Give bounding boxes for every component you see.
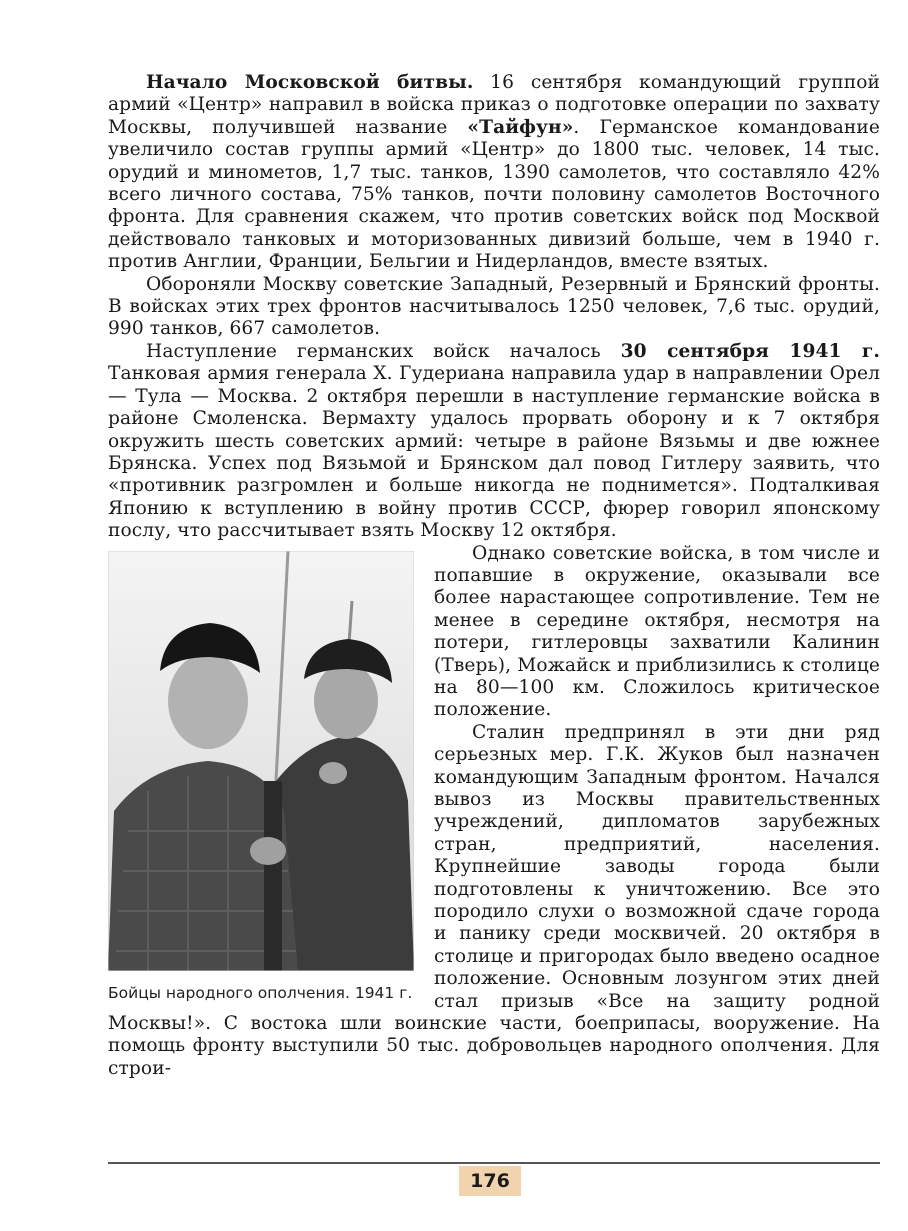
photo-caption: Бойцы народного ополчения. 1941 г.: [108, 983, 413, 1002]
section-heading: Начало Московской битвы.: [146, 72, 474, 93]
page-body: [108, 72, 880, 1080]
offensive-date: 30 сентября 1941 г.: [620, 340, 880, 362]
page-number-badge: [459, 1166, 521, 1196]
operation-name: «Тайфун»: [467, 116, 574, 138]
paragraph-offensive: Наступление германских войск началось 30 сентября 1941 г. Танковая армия генерала Х. Гудериана направила удар в направлении Орел — Тула — Москва. 2 октября перешли в наступление германские войска в районе Смоленска. Вермахту удалось прорвать оборону и к 7 октября окружить шесть советских армий: четыре в районе Вязьмы и две южнее Брянска. Успех под Вязьмой и Брянском дал повод Гитлеру заявить, что «противник разгромлен и больше никогда не поднимется». Подталкивая Японию к вступлению в войну против СССР, фюрер говорил японскому послу, что рассчитывает взять Москву 12 октября.: [108, 340, 880, 542]
paragraph-defense-fronts: Обороняли Москву советские Западный, Резервный и Брянский фронты. В войсках этих трех фронтов насчитывалось 1250 человек, 7,6 тыс. орудий, 990 танков, 667 самолетов.: [108, 273, 880, 340]
page-number: 176: [470, 1170, 510, 1192]
paragraph-stalin-measures: Сталин предпринял в эти дни ряд серьезных мер. Г.К. Жуков был назначен командующим Западным фронтом. Начался вывоз из Москвы правительственных учреждений, дипломатов зарубежных стран, предприятий, населения. Крупнейшие заводы города были подготовлены к уничтожению. Все это породило слухи о возможной сдаче города и панику среди москвичей. 20 октября в столице и пригородах было введено осадное положение. Основным лозунгом этих дней стал призыв «Все на защиту родной Москвы!». С востока шли воинские части, боеприпасы, вооружение. На помощь фронту выступили 50 тыс. добровольцев народного ополчения. Для строи-: [108, 721, 880, 1079]
paragraph-moscow-battle-start: Начало Московской битвы. 16 сентября командующий группой армий «Центр» направил в войска приказ о подготовке операции по захвату Москвы, получившей название «Тайфун». Германское командование увеличило состав группы армий «Центр» до 1800 тыс. человек, 14 тыс. орудий и минометов, 1,7 тыс. танков, 1390 самолетов, что составляло 42% всего личного состава, 75% танков, почти половину самолетов Восточного фронта. Для сравнения скажем, что против советских войск под Москвой действовало танковых и моторизованных дивизий больше, чем в 1940 г. против Англии, Франции, Бельгии и Нидерландов, вместе взятых.: [108, 72, 880, 273]
paragraph-resistance: Однако советские войска, в том числе и попавшие в окружение, оказывали все более нарастающее сопротивление. Тем не менее в середине октября, несмотря на потери, гитлеровцы захватили Калинин (Тверь), Можайск и приблизились к столице на 80—100 км. Сложилось критическое положение.: [434, 542, 880, 721]
footer-divider: [108, 1162, 880, 1164]
militia-soldiers-photo: [108, 551, 414, 971]
photo-figure: [108, 551, 420, 1003]
